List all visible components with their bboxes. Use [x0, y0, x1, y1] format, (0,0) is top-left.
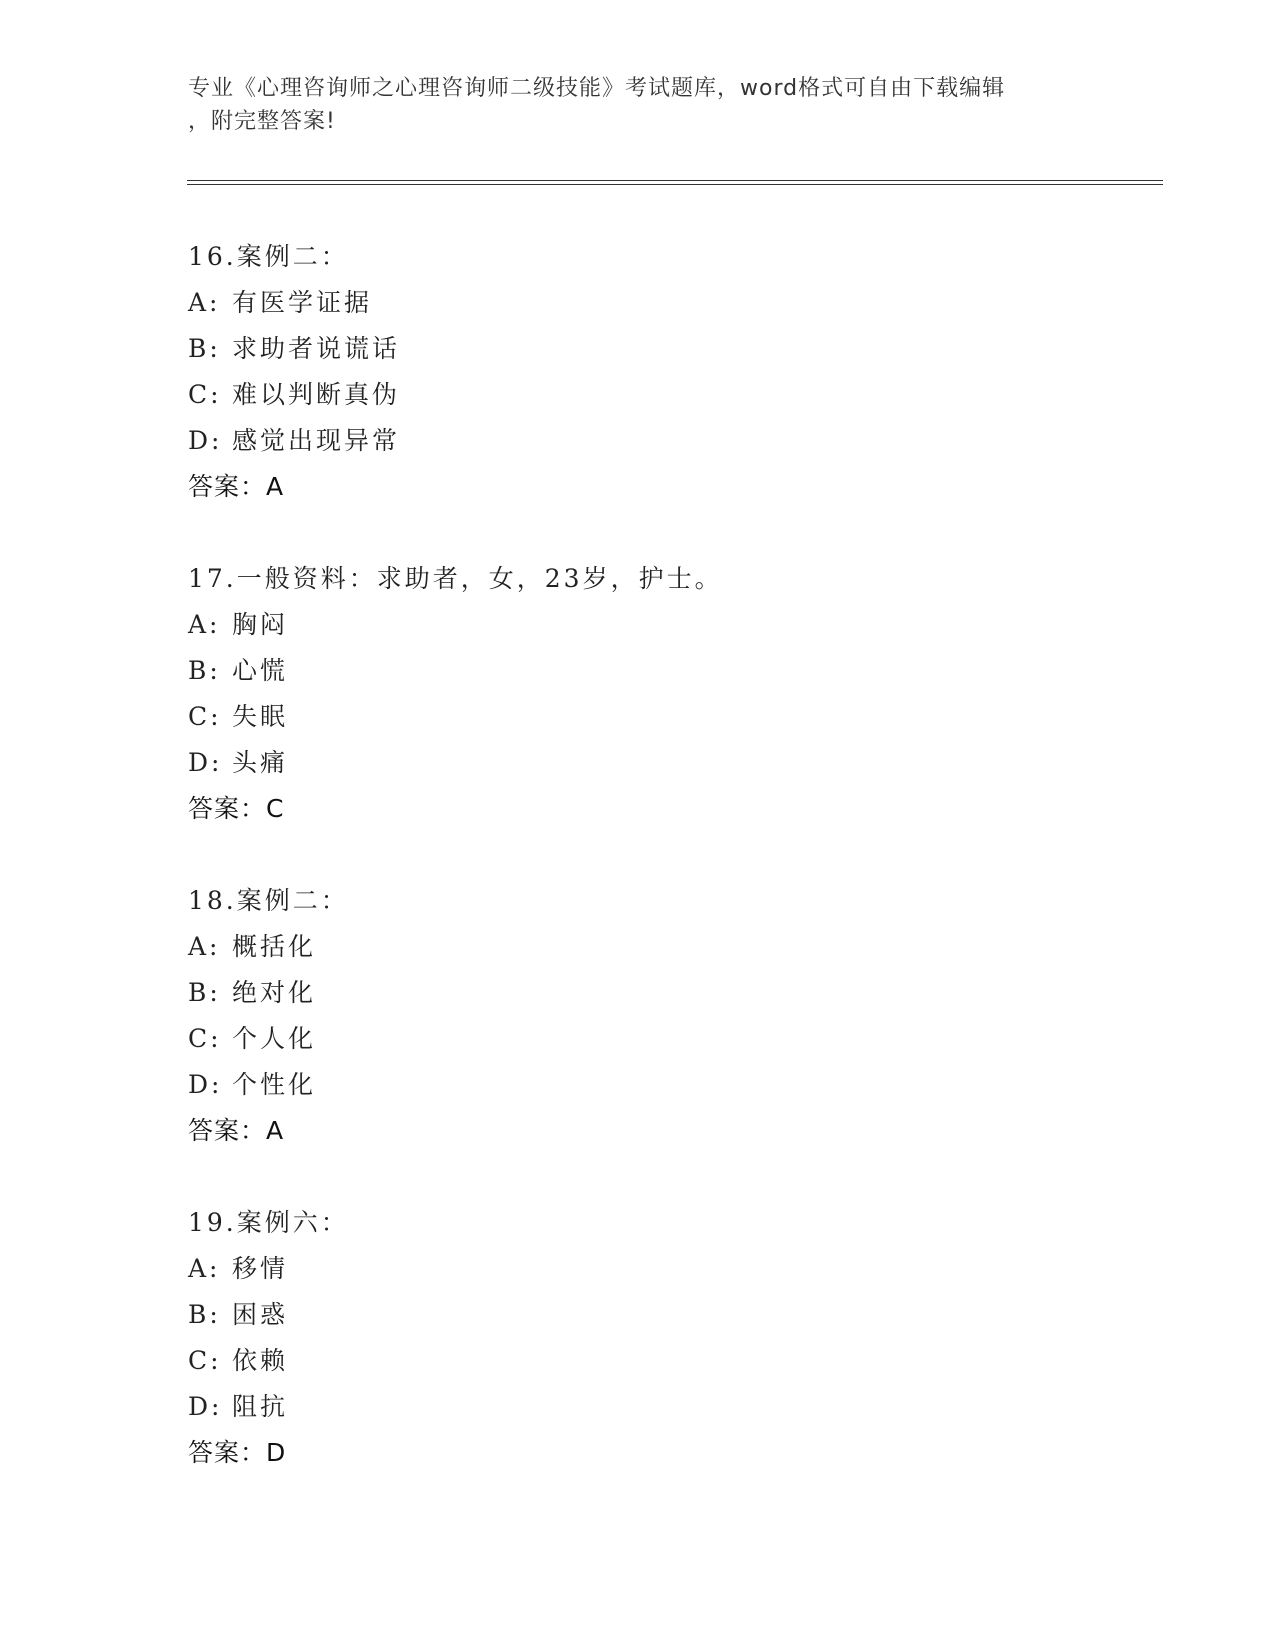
document-header	[188, 72, 1088, 138]
question-16	[188, 234, 1088, 510]
option-text: 心慌	[232, 656, 289, 685]
option-a	[188, 924, 1088, 970]
option-letter: D:	[188, 748, 223, 777]
option-b	[188, 326, 1088, 372]
option-letter: B:	[188, 1300, 221, 1329]
option-a	[188, 602, 1088, 648]
option-text: 依赖	[232, 1346, 289, 1375]
question-title: 16.案例二：	[188, 242, 349, 271]
option-text: 求助者说谎话	[232, 334, 401, 363]
option-c	[188, 694, 1088, 740]
question-19	[188, 1200, 1088, 1476]
option-c	[188, 372, 1088, 418]
option-letter: A:	[188, 288, 221, 317]
option-text: 概括化	[232, 932, 317, 961]
answer-line: 答案：A	[188, 472, 285, 501]
option-b	[188, 1292, 1088, 1338]
option-text: 胸闷	[232, 610, 289, 639]
option-d	[188, 740, 1088, 786]
option-letter: A:	[188, 1254, 221, 1283]
option-text: 难以判断真伪	[232, 380, 401, 409]
option-text: 个性化	[232, 1070, 317, 1099]
option-letter: B:	[188, 978, 221, 1007]
option-letter: B:	[188, 656, 221, 685]
option-text: 个人化	[232, 1024, 317, 1053]
option-text: 感觉出现异常	[232, 426, 401, 455]
header-line-2: ，附完整答案!	[188, 109, 336, 134]
option-b	[188, 970, 1088, 1016]
option-letter: D:	[188, 1070, 223, 1099]
question-title: 17.一般资料：求助者，女，23岁，护士。	[188, 564, 723, 593]
option-text: 阻抗	[232, 1392, 289, 1421]
option-d	[188, 1062, 1088, 1108]
option-letter: C:	[188, 702, 222, 731]
option-c	[188, 1016, 1088, 1062]
header-divider-top	[187, 180, 1163, 181]
option-text: 绝对化	[232, 978, 317, 1007]
answer-line: 答案：D	[188, 1438, 287, 1467]
option-b	[188, 648, 1088, 694]
option-text: 失眠	[232, 702, 289, 731]
option-letter: D:	[188, 1392, 223, 1421]
option-letter: C:	[188, 380, 222, 409]
option-letter: C:	[188, 1346, 222, 1375]
option-a	[188, 280, 1088, 326]
option-letter: C:	[188, 1024, 222, 1053]
option-letter: B:	[188, 334, 221, 363]
option-text: 有医学证据	[232, 288, 373, 317]
option-d	[188, 418, 1088, 464]
header-divider-bottom	[187, 184, 1163, 185]
question-17	[188, 556, 1088, 832]
option-d	[188, 1384, 1088, 1430]
question-18	[188, 878, 1088, 1154]
question-title: 18.案例二：	[188, 886, 349, 915]
answer-line: 答案：A	[188, 1116, 285, 1145]
option-text: 头痛	[232, 748, 289, 777]
header-line-1: 专业《心理咨询师之心理咨询师二级技能》考试题库，word格式可自由下载编辑	[188, 76, 1006, 101]
option-letter: A:	[188, 932, 221, 961]
option-letter: D:	[188, 426, 223, 455]
option-letter: A:	[188, 610, 221, 639]
answer-line: 答案：C	[188, 794, 285, 823]
option-a	[188, 1246, 1088, 1292]
question-title: 19.案例六：	[188, 1208, 349, 1237]
option-text: 移情	[232, 1254, 289, 1283]
option-c	[188, 1338, 1088, 1384]
option-text: 困惑	[232, 1300, 289, 1329]
